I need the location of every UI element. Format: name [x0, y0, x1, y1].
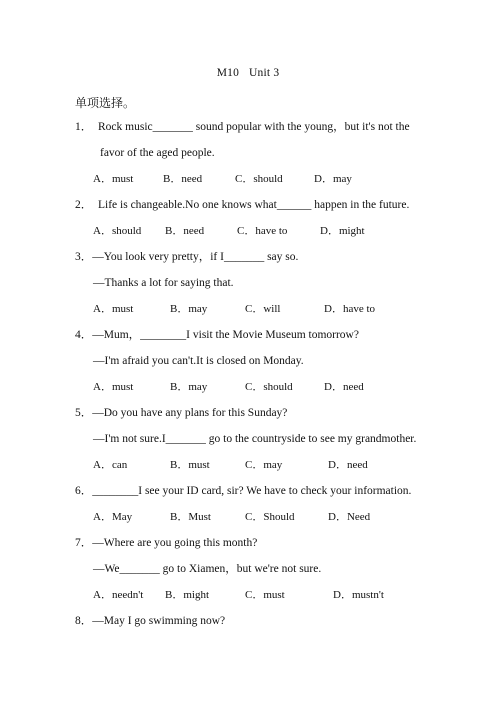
question-3-line-2: —Thanks a lot for saying that. — [93, 277, 234, 289]
page-title — [0, 67, 496, 79]
option-a: A．can — [93, 459, 128, 471]
unit-label: Unit 3 — [249, 67, 280, 79]
option-d: D．have to — [324, 303, 376, 315]
module-label: M10 — [216, 67, 240, 79]
option-b: B．need — [163, 173, 203, 185]
option-a: A．must — [93, 381, 134, 393]
option-c: C．will — [245, 303, 281, 315]
option-c: C．have to — [237, 225, 288, 237]
option-a: A．May — [93, 511, 133, 523]
question-4-line-2: —I'm afraid you can't.It is closed on Monday. — [93, 355, 304, 367]
option-c: C．should — [235, 173, 283, 185]
question-2-line-1: 2． Life is changeable.No one knows what______ happen in the future. — [75, 199, 410, 211]
section-instruction: 单项选择。 — [75, 96, 136, 110]
option-a: A．needn't — [93, 589, 144, 601]
option-c: C．Should — [245, 511, 295, 523]
question-5-line-1: 5．—Do you have any plans for this Sunday? — [75, 407, 288, 419]
question-6-line-1: 6．________I see your ID card, sir? We have to check your information. — [75, 485, 412, 497]
option-a: A．must — [93, 303, 134, 315]
option-d: D．may — [314, 173, 352, 185]
option-b: B．might — [165, 589, 210, 601]
option-d: D．might — [320, 225, 365, 237]
option-b: B．may — [170, 303, 208, 315]
option-d: D．need — [324, 381, 364, 393]
question-7-line-1: 7．—Where are you going this month? — [75, 537, 258, 549]
option-c: C．must — [245, 589, 285, 601]
option-c: C．should — [245, 381, 293, 393]
option-c: C．may — [245, 459, 283, 471]
option-b: B．need — [165, 225, 205, 237]
question-1-line-2: favor of the aged people. — [100, 147, 215, 159]
question-3-line-1: 3．—You look very pretty，if I_______ say so. — [75, 251, 299, 263]
option-b: B．may — [170, 381, 208, 393]
question-5-line-2: —I'm not sure.I_______ go to the countryside to see my grandmother. — [93, 433, 417, 445]
option-b: B．Must — [170, 511, 211, 523]
question-1-line-1: 1． Rock music_______ sound popular with the young，but it's not the — [75, 121, 410, 133]
option-d: D．need — [328, 459, 368, 471]
option-d: D．mustn't — [333, 589, 384, 601]
question-8-line-1: 8．—May I go swimming now? — [75, 615, 226, 627]
option-d: D．Need — [328, 511, 371, 523]
option-a: A．must — [93, 173, 134, 185]
question-7-line-2: —We_______ go to Xiamen，but we're not sure. — [93, 563, 322, 575]
question-4-line-1: 4．—Mum，________I visit the Movie Museum tomorrow? — [75, 329, 359, 341]
option-a: A．should — [93, 225, 142, 237]
option-b: B．must — [170, 459, 210, 471]
